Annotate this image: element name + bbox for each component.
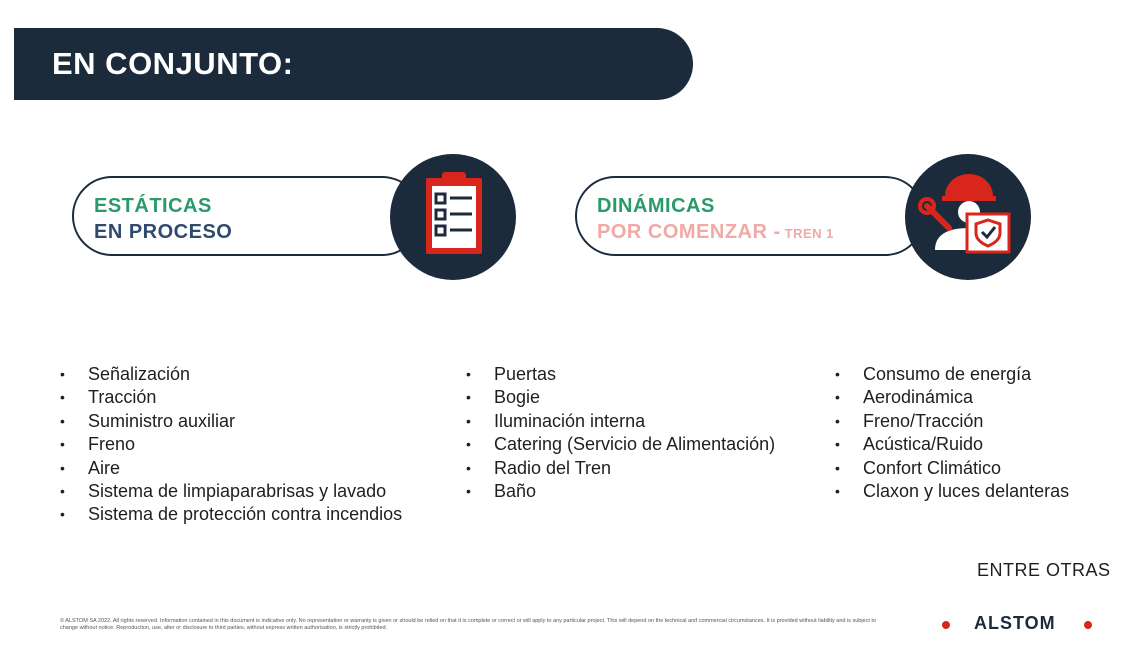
list-item: • Puertas	[466, 363, 775, 386]
card-static-title: ESTÁTICAS	[94, 195, 212, 217]
card-dynamic-status: POR COMENZAR - TREN 1	[597, 221, 834, 243]
legal-disclaimer: © ALSTOM SA 2022. All rights reserved. Information contained in this document is indicative only. No representation or warranty is given or should be relied on that it is complete or correct or will apply to any particular project. This will depend on the technical and commercial circumstances. It is provided without liability and is subject to change without notice. Reproduction, use, alter or disclosure to third parties, without express written authorisation, is strictly prohibited.	[60, 618, 877, 631]
list-item: • Claxon y luces delanteras	[835, 480, 1069, 503]
page-title: EN CONJUNTO:	[52, 46, 294, 81]
logo-dot-left	[942, 621, 950, 629]
others-note: ENTRE OTRAS	[977, 560, 1111, 580]
list-item: • Tracción	[60, 386, 402, 409]
list-item: • Acústica/Ruido	[835, 433, 1069, 456]
list-item: • Freno	[60, 433, 402, 456]
list-item: • Confort Climático	[835, 457, 1069, 480]
list-item: • Sistema de protección contra incendios	[60, 503, 402, 526]
list-item: • Freno/Tracción	[835, 410, 1069, 433]
list-item: • Bogie	[466, 386, 775, 409]
list-item: • Radio del Tren	[466, 457, 775, 480]
status-card-static	[72, 176, 422, 256]
list-item: • Señalización	[60, 363, 402, 386]
list-static-tests-2	[466, 363, 775, 503]
list-item: • Baño	[466, 480, 775, 503]
alstom-logo	[936, 613, 1096, 637]
card-static-status: EN PROCESO	[94, 221, 233, 243]
logo-wordmark: ALSTOM	[974, 613, 1056, 633]
card-dynamic-title: DINÁMICAS	[597, 195, 715, 217]
list-dynamic-tests	[835, 363, 1069, 503]
engineer-shield-icon	[905, 154, 1031, 280]
title-bar	[14, 28, 693, 100]
list-item: • Suministro auxiliar	[60, 410, 402, 433]
checklist-icon	[390, 154, 516, 280]
logo-dot-right	[1084, 621, 1092, 629]
list-item: • Consumo de energía	[835, 363, 1069, 386]
status-card-dynamic	[575, 176, 925, 256]
list-static-tests	[60, 363, 402, 527]
list-item: • Aire	[60, 457, 402, 480]
list-item: • Catering (Servicio de Alimentación)	[466, 433, 775, 456]
list-item: • Aerodinámica	[835, 386, 1069, 409]
list-item: • Sistema de limpiaparabrisas y lavado	[60, 480, 402, 503]
list-item: • Iluminación interna	[466, 410, 775, 433]
